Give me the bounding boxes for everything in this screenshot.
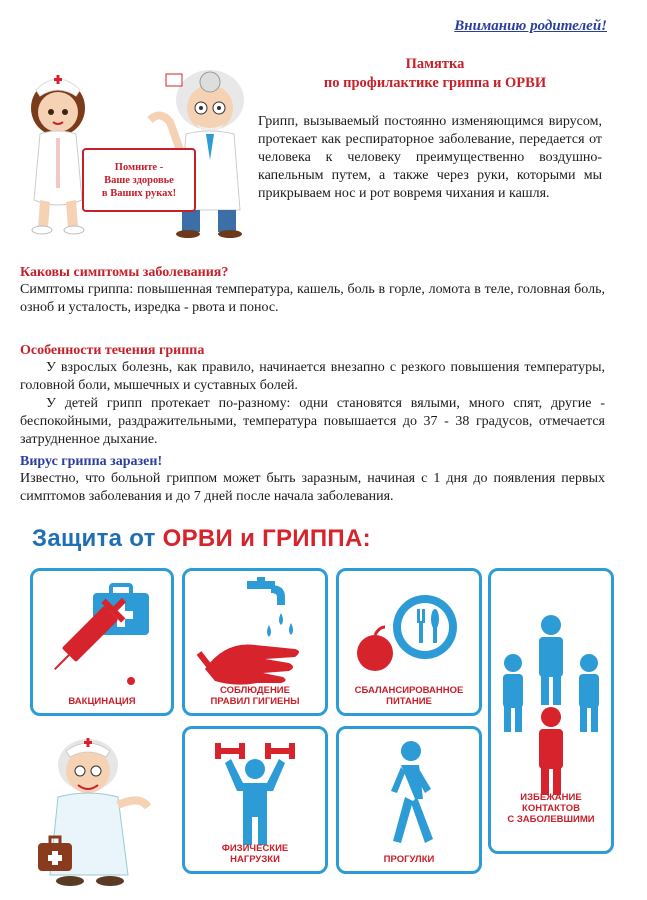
nutrition-label: СБАЛАНСИРОВАННОЕ ПИТАНИЕ <box>354 685 464 707</box>
symptoms-heading: Каковы симптомы заболевания? <box>20 265 229 280</box>
course-heading: Особенности течения гриппа <box>20 343 205 358</box>
sign-line: в Ваших руках! <box>101 187 177 199</box>
exercise-label: ФИЗИЧЕСКИЕ НАГРУЗКИ <box>221 843 289 865</box>
exercise-card <box>182 726 328 874</box>
memo-title: Памятка по профилактике гриппа и ОРВИ <box>323 56 547 91</box>
course-section <box>20 343 605 449</box>
contagious-text: Известно, что больной гриппом может быть заразным, начиная с 1 дня до появления первых симптомов заболевания и до 7 дней после начала заболевания. <box>20 471 605 504</box>
syringe-medkit-icon <box>33 571 171 713</box>
symptoms-text: Симптомы гриппа: повышенная температура, кашель, боль в горле, ломота в теле, головная боль, озноб и усталость, изредка - рвота и понос. <box>20 282 605 315</box>
symptoms-section <box>20 265 605 317</box>
nutrition-card <box>336 568 482 716</box>
protection-title: Защита от ОРВИ и ГРИППА: <box>32 525 371 552</box>
walking-person-icon <box>339 729 479 871</box>
course-text-adults: У взрослых болезнь, как правило, начинается внезапно с резкого повышения температуры, головной боли, мышечных и суставных болей. <box>20 360 605 393</box>
contacts-label: ИЗБЕЖАНИЕ КОНТАКТОВ С ЗАБОЛЕВШИМИ <box>507 792 595 825</box>
hygiene-label: СОБЛЮДЕНИЕ ПРАВИЛ ГИГИЕНЫ <box>210 685 300 707</box>
contagious-section <box>20 454 605 506</box>
sign-line: Помните - <box>114 161 164 173</box>
memo-intro: Грипп, вызываемый постоянно изменяющимся вирусом, протекает как респираторное заболевание, передается от человека к человеку преимущественно воздушно-капельным путем, а также через руки, которыми мы прикрываем нос и рот вовремя чихания и кашля. <box>258 114 602 201</box>
vaccination-label: ВАКЦИНАЦИЯ <box>68 696 136 707</box>
doctor-with-bag-illustration <box>30 735 165 890</box>
vaccination-card <box>30 568 174 716</box>
sign-line: Ваше здоровье <box>104 174 174 186</box>
parents-notice: Вниманию родителей! <box>454 18 607 34</box>
contacts-card <box>488 568 614 854</box>
walks-label: ПРОГУЛКИ <box>383 854 435 865</box>
health-reminder-sign <box>82 148 196 212</box>
hygiene-card <box>182 568 328 716</box>
walks-card <box>336 726 482 874</box>
contagious-heading: Вирус гриппа заразен! <box>20 454 163 469</box>
course-text-children: У детей грипп протекает по-разному: одни становятся вялыми, много спят, другие - беспокойными, раздражительными, температура повышается до 37 - 38 градусов, отмечается затрудненное дыхание. <box>20 396 605 447</box>
